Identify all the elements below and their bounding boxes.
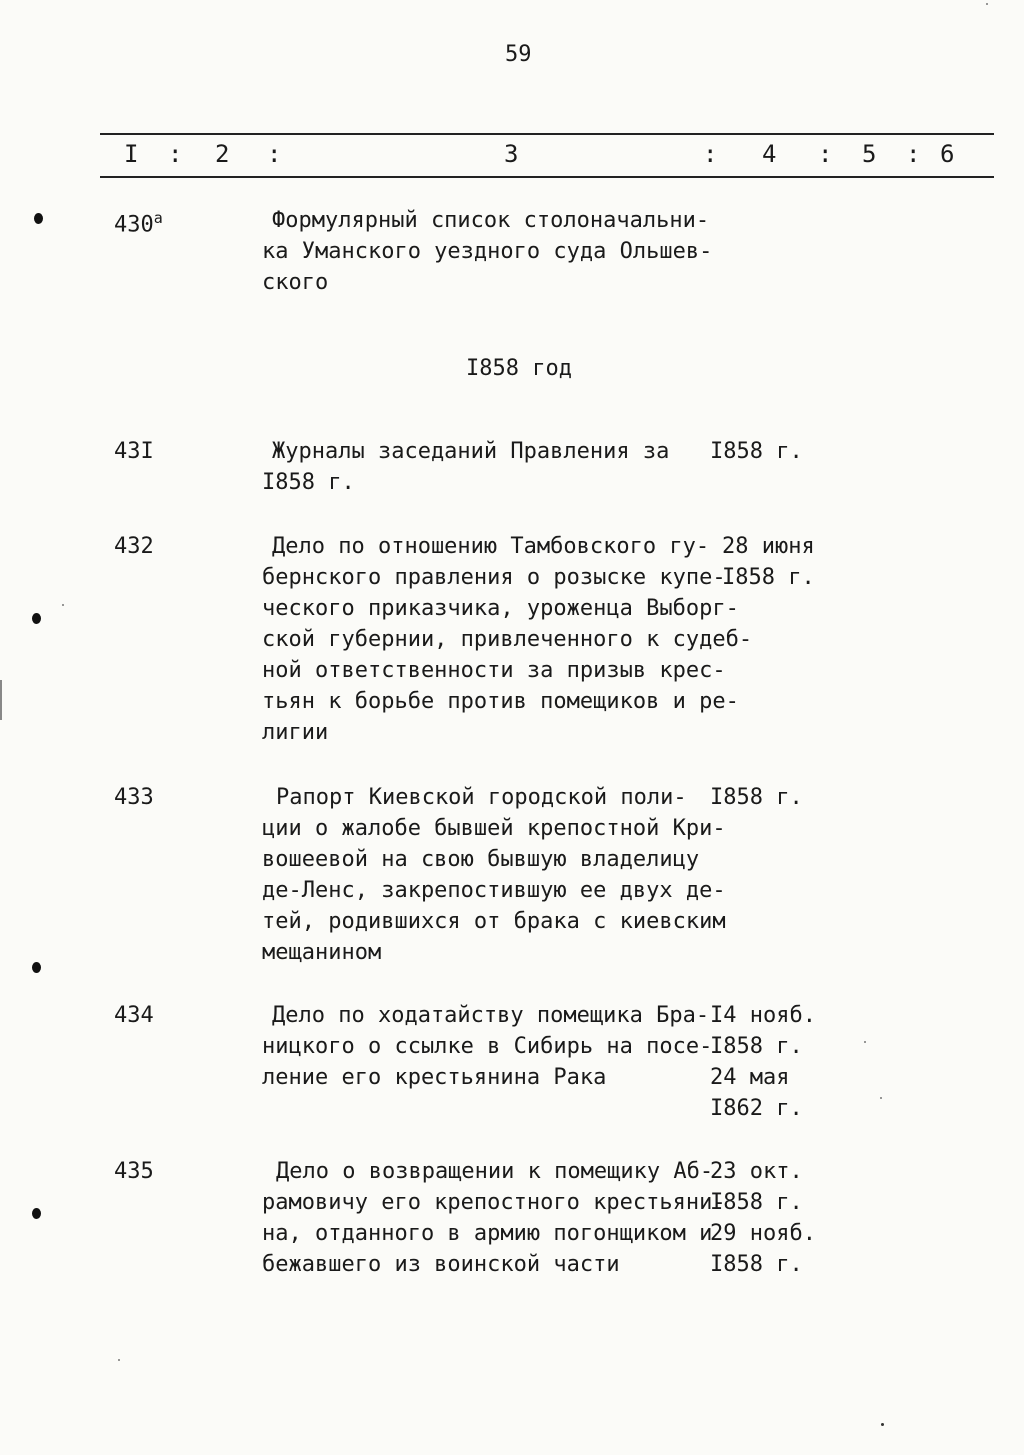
entry-title-line: ление его крестьянина Рака [262,1065,607,1090]
column-header-sep: : [818,140,833,168]
scan-speck [880,1097,882,1099]
column-header-5: 5 [862,140,877,168]
entry-title-line: бежавшего из воинской части [262,1252,620,1277]
entry-date-line: I858 г. [710,439,803,464]
header-rule-top [100,133,994,135]
entry-title-line: ского [262,270,329,295]
entry-date-line: 28 июня [722,534,815,559]
entry-number: $430^а$ [114,209,163,238]
entry-title-line: ской губернии, привлеченного к судеб- [262,627,753,652]
section-heading-year: I858 год [466,356,572,381]
entry-title-line: Дело по отношению Тамбовского гу- [272,534,710,559]
entry-date-line: I858 г. [710,785,803,810]
entry-date-line: 23 окт. [710,1159,803,1184]
entry-title-line: Рапорт Киевской городской поли- [276,785,687,810]
entry-date-line: 24 мая [710,1065,790,1090]
entry-title-line: на, отданного в армию погонщиком и [262,1221,713,1246]
scan-speck [118,1359,120,1361]
entry-title-line: бернского правления о розыске купе- [262,565,726,590]
column-header-sep: : [703,140,718,168]
entry-date-line: I858 г. [710,1034,803,1059]
entry-number: 433 [114,785,154,810]
entry-number: 432 [114,534,154,559]
column-header-sep: : [168,140,183,168]
scan-speck [986,3,988,5]
scan-speck [62,604,64,606]
entry-title-line: I858 г. [262,470,355,495]
scan-edge-mark [0,680,2,720]
entry-date-line: I4 нояб. [710,1003,816,1028]
punch-hole [32,613,41,624]
entry-date-line: I858 г. [710,1252,803,1277]
entry-title-line: Дело по ходатайству помещика Бра- [272,1003,710,1028]
entry-title-line: мещанином [262,940,382,965]
entry-title-line: ции о жалобе бывшей крепостной Кри- [262,816,726,841]
column-header-sep: : [267,140,282,168]
entry-date-line: 29 нояб. [710,1221,816,1246]
entry-number: 434 [114,1003,154,1028]
column-header-1: I [124,140,139,168]
page-number: 59 [505,42,532,67]
entry-title-line: ницкого о ссылке в Сибирь на посе- [262,1034,713,1059]
header-rule-bottom [100,176,994,178]
entry-title-line: тей, родившихся от брака с киевским [262,909,726,934]
column-header-3: 3 [504,140,519,168]
entry-title-line: Журналы заседаний Правления за [272,439,670,464]
entry-title-line: ной ответственности за призыв крес- [262,658,726,683]
column-header-2: 2 [215,140,230,168]
entry-title-line: ка Уманского уездного суда Ольшев- [262,239,713,264]
entry-title-line: вошеевой на свою бывшую владелицу [262,847,700,872]
column-header-6: 6 [940,140,955,168]
entry-title-line: рамовичу его крепостного крестьяни- [262,1190,726,1215]
entry-date-line: I862 г. [710,1096,803,1121]
scan-speck [881,1423,884,1426]
entry-number-superscript: а [153,209,163,227]
entry-title-line: лигии [262,720,329,745]
entry-date-line: I858 г. [722,565,815,590]
punch-hole [32,962,41,973]
entry-title-line: Дело о возвращении к помещику Аб- [276,1159,714,1184]
entry-title-line: де-Ленс, закрепостившую ее двух де- [262,878,726,903]
entry-title-line: ческого приказчика, уроженца Выборг- [262,596,739,621]
entry-date-line: I858 г. [710,1190,803,1215]
column-header-sep: : [906,140,921,168]
punch-hole [32,1208,41,1219]
entry-title-line: Формулярный список столоначальни- [272,208,710,233]
entry-number: 43I [114,439,154,464]
scan-speck [864,1041,866,1043]
punch-hole [34,213,43,224]
column-header-4: 4 [762,140,777,168]
entry-number: 435 [114,1159,154,1184]
entry-title-line: тьян к борьбе против помещиков и ре- [262,689,739,714]
